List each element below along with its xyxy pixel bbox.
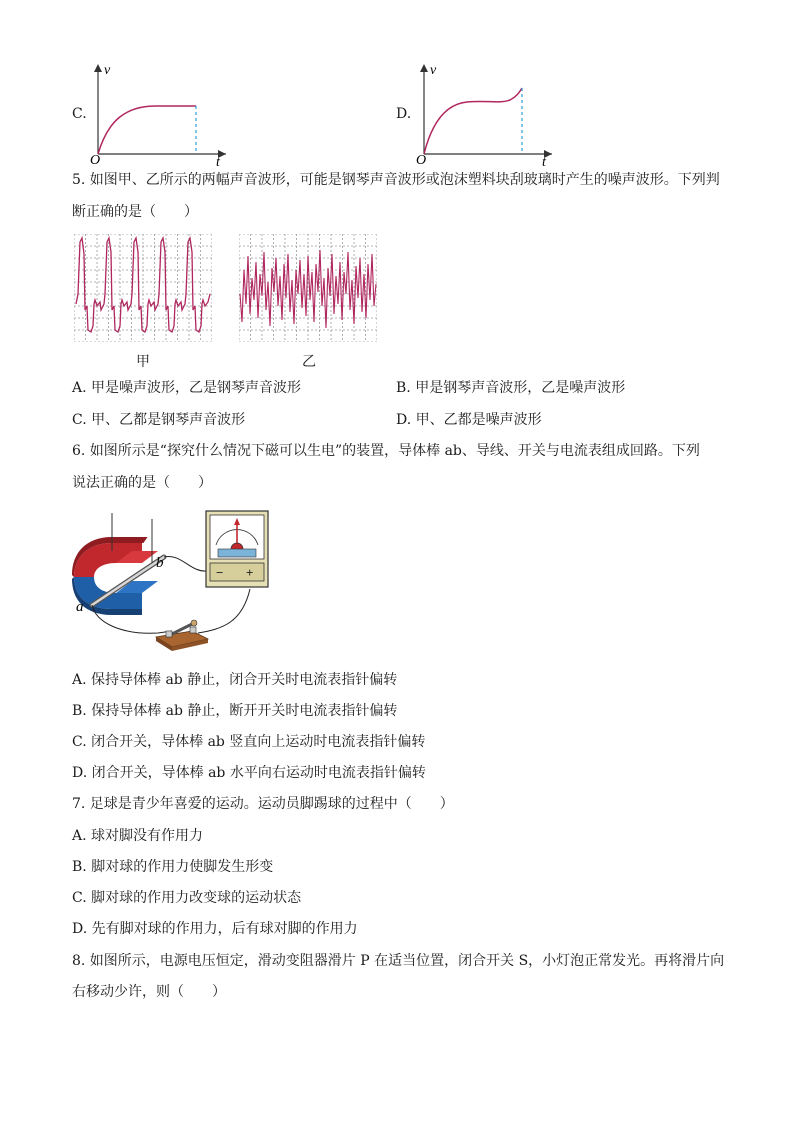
q7-option-b[interactable]: B. 脚对球的作用力使脚发生形变 (72, 859, 274, 875)
switch-icon (156, 620, 208, 651)
electromagnetic-induction-apparatus (72, 505, 282, 653)
axis-v-label: v (104, 63, 111, 78)
q5-option-d[interactable]: D. 甲、乙都是噪声波形 (396, 412, 542, 428)
q7-option-a[interactable]: A. 球对脚没有作用力 (72, 828, 204, 844)
q6-option-a[interactable]: A. 保持导体棒 ab 静止，闭合开关时电流表指针偏转 (72, 672, 398, 688)
q5-option-c[interactable]: C. 甲、乙都是钢琴声音波形 (72, 412, 246, 428)
waveform-yi-label: 乙 (302, 354, 316, 370)
waveform-yi (239, 234, 377, 342)
q5-stem-line1: 5. 如图甲、乙所示的两幅声音波形，可能是钢琴声音波形或泡沫塑料块刮玻璃时产生的噪声波形。下列判 (72, 172, 720, 188)
option-c-label: C. (72, 106, 87, 122)
q8-stem-line1: 8. 如图所示，电源电压恒定，滑动变阻器滑片 P 在适当位置，闭合开关 S，小灯泡正常发光。再将滑片向 (72, 953, 725, 969)
svg-text:−: − (216, 565, 224, 580)
waveform-jia (74, 234, 212, 342)
velocity-time-graph-c (86, 60, 236, 168)
galvanometer-icon (206, 511, 268, 587)
q7-option-c[interactable]: C. 脚对球的作用力改变球的运动状态 (72, 890, 302, 906)
rod-end-b-label: b (156, 555, 164, 571)
curve-d (424, 88, 522, 154)
horseshoe-magnet (72, 537, 158, 615)
axis-t-label: t (216, 155, 220, 168)
q6-stem-line2: 说法正确的是（ ） (72, 475, 212, 491)
axis-t-label: t (542, 155, 546, 168)
origin-label: O (416, 153, 427, 168)
q8-stem-line2: 右移动少许，则（ ） (72, 984, 226, 1000)
q7-option-d[interactable]: D. 先有脚对球的作用力，后有球对脚的作用力 (72, 921, 358, 937)
q6-stem-line1: 6. 如图所示是“探究什么情况下磁可以生电”的装置，导体棒 ab、导线、开关与电流表组成回路。下列 (72, 443, 700, 459)
curve-c (98, 106, 196, 154)
q5-option-a[interactable]: A. 甲是噪声波形，乙是钢琴声音波形 (72, 380, 302, 396)
rod-end-a-label: a (76, 599, 84, 615)
q6-option-d[interactable]: D. 闭合开关，导体棒 ab 水平向右运动时电流表指针偏转 (72, 765, 426, 781)
option-d-label: D. (396, 106, 412, 122)
origin-label: O (90, 153, 101, 168)
velocity-time-graph-d (412, 60, 562, 168)
q6-option-c[interactable]: C. 闭合开关，导体棒 ab 竖直向上运动时电流表指针偏转 (72, 734, 426, 750)
q5-stem-line2: 断正确的是（ ） (72, 204, 198, 220)
svg-text:+: + (246, 565, 254, 580)
waveform-jia-label: 甲 (136, 354, 150, 370)
q7-stem: 7. 足球是青少年喜爱的运动。运动员脚踢球的过程中（ ） (72, 796, 454, 812)
axis-v-label: v (430, 63, 437, 78)
q5-option-b[interactable]: B. 甲是钢琴声音波形，乙是噪声波形 (396, 380, 626, 396)
q6-option-b[interactable]: B. 保持导体棒 ab 静止，断开开关时电流表指针偏转 (72, 703, 398, 719)
